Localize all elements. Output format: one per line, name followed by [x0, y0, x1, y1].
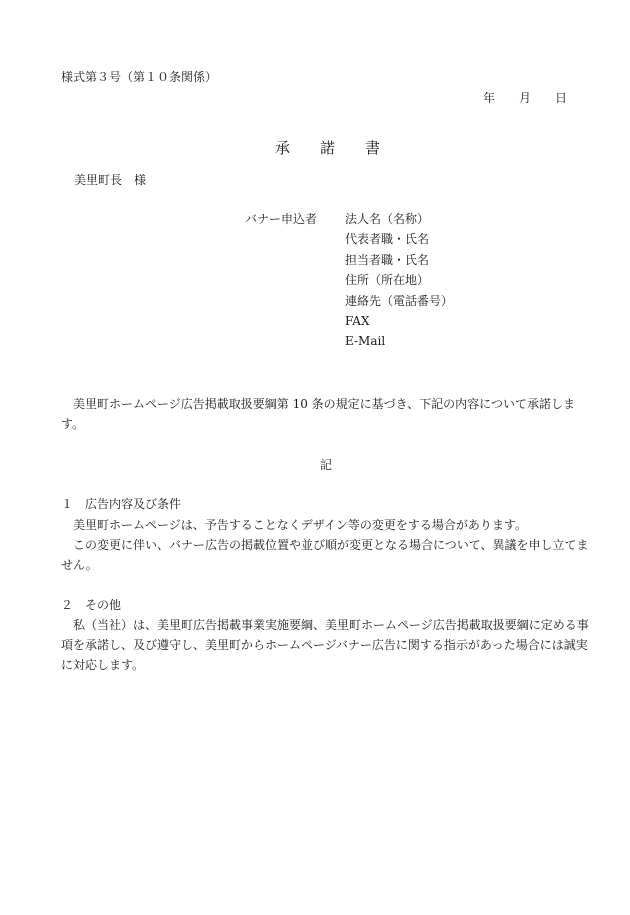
section-1-paragraph: 美里町ホームページは、予告することなくデザイン等の変更をする場合があります。: [73, 518, 527, 532]
field-contact-person: 担当者職・氏名: [345, 252, 430, 267]
ki-heading: 記: [320, 458, 333, 472]
title-char-2: 諾: [320, 139, 336, 157]
section-2-number: ２: [61, 598, 74, 612]
applicant-label: バナー申込者: [245, 212, 318, 226]
title-char-1: 承: [275, 139, 291, 157]
section-1-heading: [61, 494, 181, 514]
field-corporate-name: 法人名（名称）: [345, 212, 430, 226]
date-day: 日: [555, 91, 568, 105]
date-line: [483, 88, 567, 108]
form-number: 様式第３号（第１０条関係）: [61, 70, 218, 84]
addressee: 美里町長 様: [74, 173, 147, 187]
title-char-3: 書: [365, 139, 381, 157]
field-address: 住所（所在地）: [345, 273, 430, 288]
field-representative: 代表者職・氏名: [345, 232, 430, 247]
field-email: E-Mail: [345, 334, 386, 349]
section-2-paragraph: 私（当社）は、美里町広告掲載事業実施要綱、美里町ホームページ広告掲載取扱要綱に定める事項を承諾し、及び遵守し、美里町からホームページバナー広告に関する指示があった場合には誠実に対応します。: [61, 618, 589, 672]
main-statement: 美里町ホームページ広告掲載取扱要綱第 10 条の規定に基づき、下記の内容について承諾します。: [61, 397, 575, 431]
date-year: 年: [483, 91, 496, 105]
section-1-body: [61, 515, 591, 575]
section-1-title: 広告内容及び条件: [85, 497, 182, 511]
field-phone: 連絡先（電話番号）: [345, 293, 454, 308]
document-title: [275, 138, 380, 158]
section-1-number: １: [61, 497, 74, 511]
section-2-title: その他: [85, 598, 122, 612]
applicant-fields: [345, 209, 453, 352]
section-1-paragraph: この変更に伴い、バナー広告の掲載位置や並び順が変更となる場合について、異議を申し立てません。: [61, 538, 589, 572]
date-month: 月: [519, 91, 532, 105]
section-2-body: [61, 615, 591, 675]
section-2-heading: [61, 595, 121, 615]
field-fax: FAX: [345, 313, 370, 328]
